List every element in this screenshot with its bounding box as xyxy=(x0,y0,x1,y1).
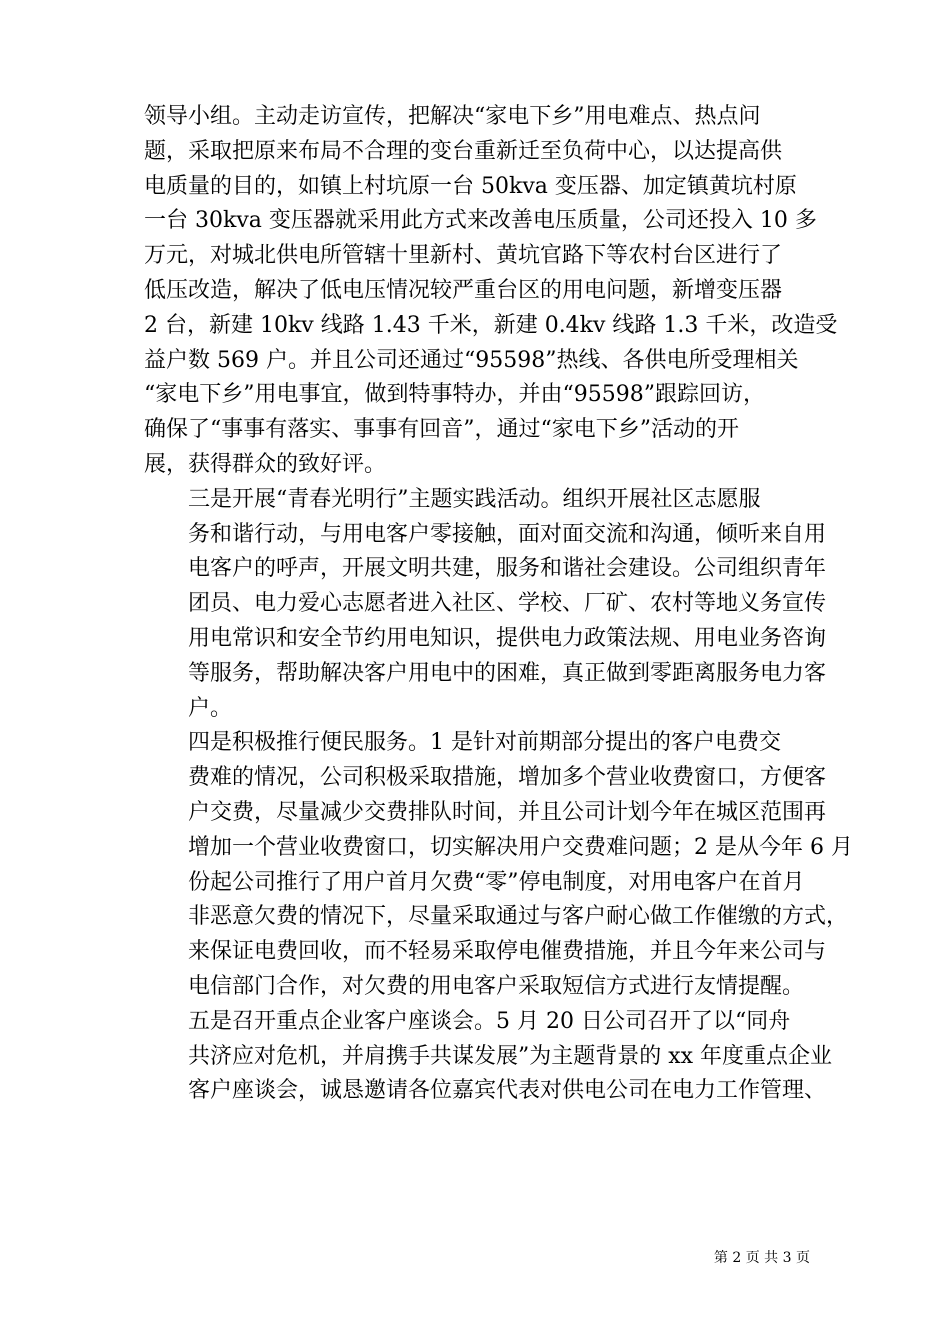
text-line: 务和谐行动，与用电客户零接触，面对面交流和沟通，倾听来自用 xyxy=(188,521,827,547)
text-line: 费难的情况，公司积极采取措施，增加多个营业收费窗口，方便客 xyxy=(188,765,827,791)
text-line: 份起公司推行了用户首月欠费“零”停电制度，对用电客户在首月 xyxy=(188,869,805,895)
text-line: 户交费，尽量减少交费排队时间，并且公司计划今年在城区范围再 xyxy=(188,799,827,825)
text-line: 万元，对城北供电所管辖十里新村、黄坑官路下等农村台区进行了 xyxy=(144,243,783,269)
text-line: 益户数 569 户。并且公司还通过“95598”热线、各供电所受理相关 xyxy=(144,347,799,373)
text-line: 等服务，帮助解决客户用电中的困难，真正做到零距离服务电力客 xyxy=(188,660,827,686)
text-line: 一台 30kva 变压器就采用此方式来改善电压质量，公司还投入 10 多 xyxy=(144,208,817,234)
paragraph xyxy=(144,100,838,483)
text-line: 电质量的目的，如镇上村坑原一台 50kva 变压器、加定镇黄坑村原 xyxy=(144,173,797,199)
document-body xyxy=(144,100,853,1109)
text-line: 客户座谈会，诚恳邀请各位嘉宾代表对供电公司在电力工作管理、 xyxy=(188,1078,827,1104)
paragraph xyxy=(144,483,827,727)
paragraph xyxy=(144,726,853,1004)
text-line: 五是召开重点企业客户座谈会。5 月 20 日公司召开了以“同舟 xyxy=(188,1008,791,1034)
text-line: 团员、电力爱心志愿者进入社区、学校、厂矿、农村等地义务宣传 xyxy=(188,591,827,617)
text-line: 户。 xyxy=(188,695,233,721)
text-line: 四是积极推行便民服务。1 是针对前期部分提出的客户电费交 xyxy=(188,730,781,756)
text-line: 电信部门合作，对欠费的用电客户采取短信方式进行友情提醒。 xyxy=(188,973,805,999)
text-line: 用电常识和安全节约用电知识，提供电力政策法规、用电业务咨询 xyxy=(188,625,827,651)
text-line: 确保了“事事有落实、事事有回音”，通过“家电下乡”活动的开 xyxy=(144,417,739,443)
text-line: 非恶意欠费的情况下，尽量采取通过与客户耐心做工作催缴的方式， xyxy=(188,904,849,930)
text-line: 电客户的呼声，开展文明共建，服务和谐社会建设。公司组织青年 xyxy=(188,556,827,582)
text-line: 低压改造，解决了低电压情况较严重台区的用电问题，新增变压器 xyxy=(144,277,783,303)
text-line: 领导小组。主动走访宣传，把解决“家电下乡”用电难点、热点问 xyxy=(144,104,761,129)
text-line: 来保证电费回收，而不轻易采取停电催费措施，并且今年来公司与 xyxy=(188,939,827,965)
text-line: 共济应对危机，并肩携手共谋发展”为主题背景的 xx 年度重点企业 xyxy=(188,1043,833,1069)
text-line: 展，获得群众的致好评。 xyxy=(144,451,387,477)
text-line: “家电下乡”用电事宜，做到特事特办，并由“95598”跟踪回访， xyxy=(144,382,765,408)
text-line: 2 台，新建 10kv 线路 1.43 千米，新建 0.4kv 线路 1.3 千米，改造受 xyxy=(144,312,838,338)
page-footer: 第 2 页 共 3 页 xyxy=(713,1250,810,1266)
text-line: 题，采取把原来布局不合理的变台重新迁至负荷中心，以达提高供 xyxy=(144,138,783,164)
paragraph xyxy=(144,1005,833,1109)
text-line: 增加一个营业收费窗口，切实解决用户交费难问题；2 是从今年 6 月 xyxy=(188,834,853,860)
text-line: 三是开展“青春光明行”主题实践活动。组织开展社区志愿服 xyxy=(188,486,761,512)
